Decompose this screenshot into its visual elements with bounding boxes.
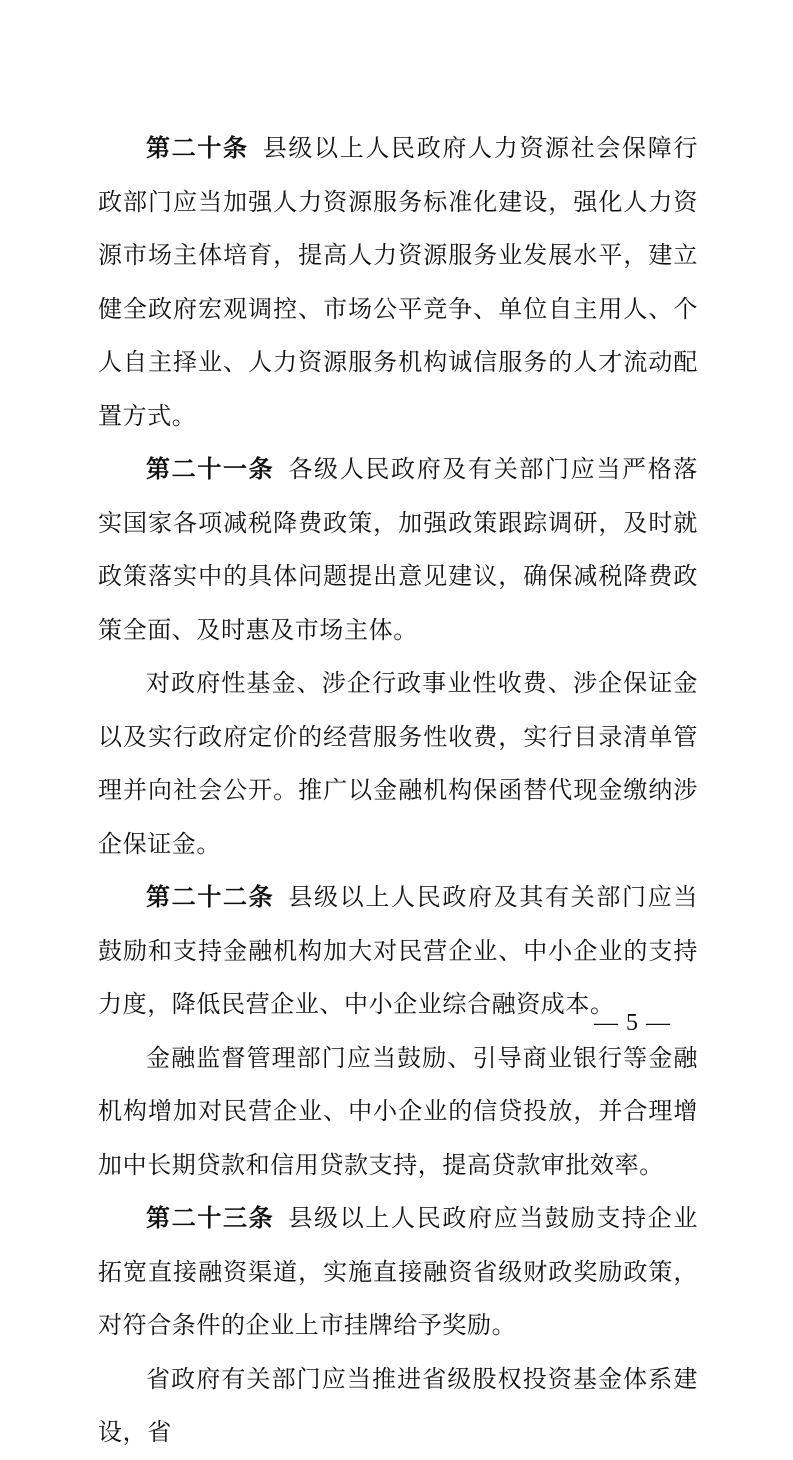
- article-heading: 第二十条: [146, 134, 249, 162]
- article-21-sub-paragraph: [98, 657, 698, 871]
- article-heading: 第二十二条: [146, 883, 275, 911]
- article-22-sub-paragraph: [98, 1032, 698, 1193]
- article-heading: 第二十三条: [146, 1204, 275, 1232]
- article-text: 省政府有关部门应当推进省级股权投资基金体系建设，省: [98, 1364, 698, 1446]
- article-text: 县级以上人民政府应当鼓励支持企业拓宽直接融资渠道，实施直接融资省级财政奖励政策，对符合条件的企业上市挂牌给予奖励。: [98, 1204, 699, 1339]
- article-text: 金融监督管理部门应当鼓励、引导商业银行等金融机构增加对民营企业、中小企业的信贷投放，并合理增加中长期贷款和信用贷款支持，提高贷款审批效率。: [98, 1043, 698, 1179]
- document-body: [98, 122, 698, 1460]
- article-heading: 第二十一条: [146, 455, 275, 483]
- page-number: — 5 —: [594, 1010, 671, 1036]
- article-text: 各级人民政府及有关部门应当严格落实国家各项减税降费政策，加强政策跟踪调研，及时就政策落实中的具体问题提出意见建议，确保减税降费政策全面、及时惠及市场主体。: [98, 455, 699, 644]
- article-22-paragraph: [98, 871, 698, 1032]
- article-text: 县级以上人民政府人力资源社会保障行政部门应当加强人力资源服务标准化建设，强化人力资源市场主体培育，提高人力资源服务业发展水平，建立健全政府宏观调控、市场公平竞争、单位自主用人、个人自主择业、人力资源服务机构诚信服务的人才流动配置方式。: [98, 134, 698, 430]
- article-23-sub-paragraph: [98, 1353, 698, 1460]
- article-text: 对政府性基金、涉企行政事业性收费、涉企保证金以及实行政府定价的经营服务性收费，实行目录清单管理并向社会公开。推广以金融机构保函替代现金缴纳涉企保证金。: [98, 669, 698, 858]
- article-23-paragraph: [98, 1192, 698, 1353]
- article-21-paragraph: [98, 443, 698, 657]
- article-text: 县级以上人民政府及其有关部门应当鼓励和支持金融机构加大对民营企业、中小企业的支持力度，降低民营企业、中小企业综合融资成本。: [98, 883, 699, 1018]
- article-20-paragraph: [98, 122, 698, 443]
